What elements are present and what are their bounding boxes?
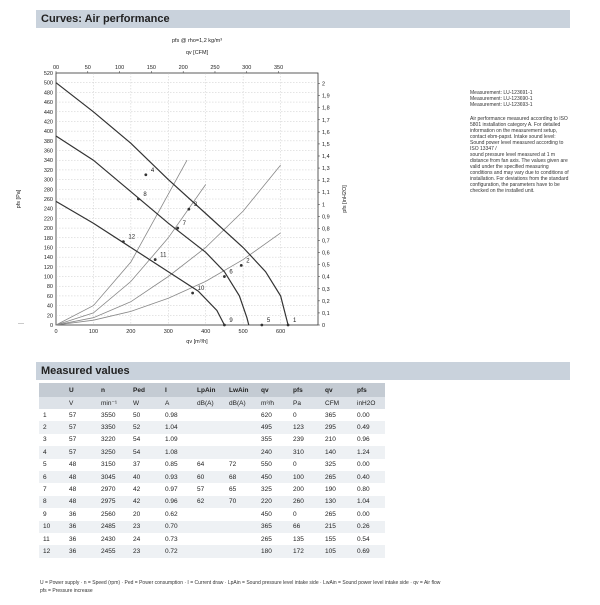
table-cell: 0.40 <box>353 471 385 483</box>
table-cell: 450 <box>257 508 289 520</box>
table-cell: 1.09 <box>161 434 193 446</box>
y-tick-label-right: 1,8 <box>322 105 330 112</box>
operating-point <box>260 324 263 327</box>
table-row <box>39 508 385 520</box>
table-cell: 60 <box>193 471 225 483</box>
description-line: distance from fan axis. The values given are <box>470 158 568 164</box>
table-cell: 180 <box>257 545 289 557</box>
y-tick-label-right: 2 <box>322 81 326 88</box>
y-tick-label-left: 200 <box>43 226 53 233</box>
table-cell <box>193 421 225 433</box>
table-unit-cell: CFM <box>321 397 353 409</box>
legend-line: pfs = Pressure increase <box>40 588 93 594</box>
measured-section-title: Measured values <box>36 362 570 380</box>
table-cell: 0.96 <box>161 496 193 508</box>
table-cell <box>225 508 257 520</box>
table-cell: 3045 <box>97 471 129 483</box>
y-tick-label-right: 1,2 <box>322 178 330 185</box>
table-cell: 23 <box>129 521 161 533</box>
operating-point <box>137 198 140 201</box>
table-cell: 100 <box>289 471 321 483</box>
table-cell: 0.26 <box>353 521 385 533</box>
table-unit-cell: Pa <box>289 397 321 409</box>
table-cell: 42 <box>129 483 161 495</box>
table-cell: 190 <box>321 483 353 495</box>
table-cell <box>225 434 257 446</box>
table-cell: 36 <box>65 533 97 545</box>
table-cell: 57 <box>65 409 97 421</box>
y-tick-label-right: 1,4 <box>322 153 330 160</box>
table-header-row <box>39 383 385 397</box>
y-tick-label-right: 1,6 <box>322 129 330 136</box>
measurement-line: Measurement: LU-123691-1 <box>470 90 533 96</box>
table-cell: 135 <box>289 533 321 545</box>
table-cell: 200 <box>289 483 321 495</box>
y-tick-label-left: 500 <box>43 80 53 87</box>
description-line: Air performance measured according to ISO <box>470 116 568 122</box>
table-cell: 210 <box>321 434 353 446</box>
table-cell: 72 <box>225 459 257 471</box>
table-cell: 310 <box>289 446 321 458</box>
table-cell: 6 <box>39 471 65 483</box>
table-cell: 0.80 <box>353 483 385 495</box>
table-row <box>39 483 385 495</box>
table-cell: 2560 <box>97 508 129 520</box>
table-cell: 105 <box>321 545 353 557</box>
table-cell: 0.70 <box>161 521 193 533</box>
y-tick-label-left: 0 <box>49 323 53 329</box>
operating-point-label: 7 <box>182 221 186 228</box>
description-line: 5801 installation category A. For detailed <box>470 122 561 128</box>
table-units-row <box>39 397 385 409</box>
operating-point-label: 5 <box>266 318 271 324</box>
table-cell: 215 <box>321 521 353 533</box>
table-cell <box>193 521 225 533</box>
table-cell <box>225 545 257 557</box>
table-cell: 0.69 <box>353 545 385 557</box>
table-unit-cell: V <box>65 397 97 409</box>
table-cell: 1.08 <box>161 446 193 458</box>
x-tick-label-bottom: 300 <box>163 329 173 335</box>
y-axis-label-right: pfs [inH2O] <box>342 185 348 213</box>
table-cell: 0.00 <box>353 508 385 520</box>
y-tick-label-right: 1,9 <box>322 93 330 100</box>
table-header-cell: pfs <box>353 383 385 397</box>
x-axis-label-top: qv [CFM] <box>185 50 209 56</box>
y-tick-label-left: 520 <box>43 71 53 77</box>
table-cell <box>193 409 225 421</box>
table-cell: 9 <box>39 508 65 520</box>
table-cell: 325 <box>257 483 289 495</box>
table-cell: 123 <box>289 421 321 433</box>
table-cell: 54 <box>129 434 161 446</box>
y-tick-label-left: 440 <box>43 109 53 116</box>
table-cell: 57 <box>65 446 97 458</box>
y-tick-label-right: 1 <box>322 202 326 209</box>
table-cell: 68 <box>225 471 257 483</box>
x-tick-label-top: 00 <box>52 65 60 71</box>
table-cell: 1.04 <box>161 421 193 433</box>
curves-section-title: Curves: Air performance <box>36 10 570 28</box>
table-cell: 57 <box>65 421 97 433</box>
table-header-cell: LpAin <box>193 383 225 397</box>
table-cell: 0.54 <box>353 533 385 545</box>
y-tick-label-right: 0,1 <box>322 310 330 317</box>
table-cell: 48 <box>65 496 97 508</box>
description-line: checked on the installed unit. <box>470 188 535 194</box>
y-tick-label-left: 360 <box>43 148 53 155</box>
table-cell: 57 <box>65 434 97 446</box>
table-cell: 265 <box>321 508 353 520</box>
system-curve <box>56 160 187 325</box>
table-cell: 295 <box>321 421 353 433</box>
description-line: sound pressure level measured at 1 m <box>470 152 556 158</box>
table-cell: 495 <box>257 421 289 433</box>
y-tick-label-left: 480 <box>43 90 53 97</box>
table-header-cell: I <box>161 383 193 397</box>
table-cell: 40 <box>129 471 161 483</box>
table-cell: 140 <box>321 446 353 458</box>
table-row <box>39 409 385 421</box>
table-cell: 2430 <box>97 533 129 545</box>
table-cell: 62 <box>193 496 225 508</box>
operating-point <box>223 324 226 327</box>
table-cell: 0.00 <box>353 409 385 421</box>
y-tick-label-right: 1,5 <box>322 141 330 148</box>
y-tick-label-left: 120 <box>43 264 53 271</box>
y-tick-label-right: 0,9 <box>322 214 330 221</box>
description-line: Sound power level measured according to ISO 13347 / <box>470 140 564 152</box>
operating-point <box>191 292 194 295</box>
y-tick-label-left: 260 <box>43 197 53 203</box>
table-unit-cell: m³/h <box>257 397 289 409</box>
y-tick-label-right: 1,3 <box>322 166 330 173</box>
x-tick-label-bottom: 200 <box>126 329 136 335</box>
operating-point-label: 4 <box>150 167 155 174</box>
table-cell: 265 <box>321 471 353 483</box>
operating-point <box>144 173 147 176</box>
x-tick-label-bottom: 100 <box>88 329 99 335</box>
operating-point-label: 1 <box>293 318 297 324</box>
x-tick-label-top: 150 <box>146 65 156 71</box>
operating-point <box>287 324 290 327</box>
y-tick-label-left: 80 <box>46 284 53 291</box>
table-cell: 240 <box>257 446 289 458</box>
x-tick-label-top: 50 <box>84 65 91 71</box>
operating-point-label: 11 <box>160 252 167 259</box>
table-cell: 36 <box>65 508 97 520</box>
table-cell: 0.00 <box>353 459 385 471</box>
table-cell: 7 <box>39 483 65 495</box>
table-cell <box>225 421 257 433</box>
table-cell: 325 <box>321 459 353 471</box>
table-cell <box>193 545 225 557</box>
table-cell: 155 <box>321 533 353 545</box>
description-line: valid under the specified measuring <box>470 164 549 170</box>
description-line: information on the measurement setup, <box>470 128 557 134</box>
y-tick-label-left: 400 <box>43 129 53 136</box>
table-cell: 0 <box>289 459 321 471</box>
table-unit-cell: W <box>129 397 161 409</box>
table-cell: 0.98 <box>161 409 193 421</box>
table-cell: 20 <box>129 508 161 520</box>
fan-curve <box>56 83 288 325</box>
operating-point-label: 12 <box>128 234 136 241</box>
measurement-line: Measurement: LU-123690-1 <box>470 96 533 102</box>
x-tick-label-bottom: 600 <box>275 329 286 335</box>
description-line: configuration, the parameters have to be <box>470 182 560 188</box>
operating-point-label: 6 <box>229 269 233 276</box>
table-row <box>39 533 385 545</box>
y-tick-label-right: 0 <box>322 323 326 329</box>
y-tick-label-left: 320 <box>43 167 53 174</box>
operating-point <box>223 275 226 278</box>
table-row <box>39 421 385 433</box>
y-tick-label-left: 460 <box>43 100 53 107</box>
table-cell <box>225 409 257 421</box>
operating-point <box>154 258 157 261</box>
y-tick-label-left: 180 <box>43 235 53 242</box>
table-cell: 220 <box>257 496 289 508</box>
table-cell: 2455 <box>97 545 129 557</box>
operating-point-label: 9 <box>229 318 233 324</box>
table-cell: 50 <box>129 409 161 421</box>
table-cell: 3350 <box>97 421 129 433</box>
x-tick-label-top: 100 <box>114 65 125 71</box>
table-header-cell: LwAin <box>225 383 257 397</box>
fan-curve <box>56 201 224 325</box>
table-cell: 70 <box>225 496 257 508</box>
table-cell: 0 <box>289 409 321 421</box>
decorative-dash: — <box>18 321 24 327</box>
table-header-cell: U <box>65 383 97 397</box>
table-header-cell: qv <box>257 383 289 397</box>
table-cell: 3220 <box>97 434 129 446</box>
table-cell: 3150 <box>97 459 129 471</box>
table-cell <box>225 533 257 545</box>
table-cell: 24 <box>129 533 161 545</box>
table-cell: 130 <box>321 496 353 508</box>
description-line: conditions and may vary due to conditions of <box>470 170 569 176</box>
table-cell: 0.72 <box>161 545 193 557</box>
table-cell: 620 <box>257 409 289 421</box>
table-cell: 4 <box>39 446 65 458</box>
table-row <box>39 446 385 458</box>
table-cell: 365 <box>321 409 353 421</box>
table-row <box>39 471 385 483</box>
description-line: installation. For deviations from the standard <box>470 176 569 182</box>
operating-point <box>187 208 190 211</box>
y-tick-label-left: 20 <box>46 313 53 320</box>
table-cell: 52 <box>129 421 161 433</box>
table-cell: 2975 <box>97 496 129 508</box>
table-header-cell: qv <box>321 383 353 397</box>
y-tick-label-right: 0,7 <box>322 238 330 245</box>
table-unit-cell: inH2O <box>353 397 385 409</box>
table-unit-cell: dB(A) <box>225 397 257 409</box>
x-tick-label-bottom: 400 <box>201 329 211 335</box>
operating-point-label: 8 <box>143 192 147 198</box>
y-tick-label-left: 300 <box>43 177 53 184</box>
table-cell: 37 <box>129 459 161 471</box>
y-tick-label-left: 380 <box>43 138 53 145</box>
table-cell: 0 <box>289 508 321 520</box>
table-cell: 0.49 <box>353 421 385 433</box>
table-cell: 2970 <box>97 483 129 495</box>
table-cell <box>193 508 225 520</box>
x-tick-label-top: 200 <box>178 65 188 71</box>
table-cell: 2 <box>39 421 65 433</box>
table-cell: 5 <box>39 459 65 471</box>
table-cell: 0.73 <box>161 533 193 545</box>
y-tick-label-left: 240 <box>43 206 53 213</box>
operating-point <box>176 227 179 230</box>
y-tick-label-left: 40 <box>46 303 53 310</box>
table-header-cell: pfs <box>289 383 321 397</box>
table-cell: 1.24 <box>353 446 385 458</box>
operating-point-label: 2 <box>246 258 250 265</box>
operating-point <box>122 240 125 243</box>
table-cell: 42 <box>129 496 161 508</box>
y-tick-label-left: 140 <box>43 255 53 262</box>
table-cell: 3250 <box>97 446 129 458</box>
description-line: contact ebm-papst. Intake sound level: <box>470 134 556 140</box>
y-tick-label-left: 220 <box>43 216 53 223</box>
table-body <box>39 409 385 558</box>
table-cell: 54 <box>129 446 161 458</box>
y-tick-label-left: 420 <box>43 119 53 126</box>
x-tick-label-bottom: 0 <box>54 329 58 335</box>
table-cell: 1 <box>39 409 65 421</box>
table-header-cell <box>39 383 65 397</box>
y-tick-label-left: 340 <box>43 158 53 165</box>
y-tick-label-right: 0,4 <box>322 274 330 281</box>
table-unit-cell: min⁻¹ <box>97 397 129 409</box>
table-cell: 8 <box>39 496 65 508</box>
measurement-notes <box>470 90 570 108</box>
table-cell <box>225 521 257 533</box>
y-tick-label-right: 0,8 <box>322 226 330 233</box>
table-cell: 48 <box>65 471 97 483</box>
operating-point <box>240 264 243 267</box>
y-axis-label-left: pfs [Pa] <box>16 189 22 209</box>
y-tick-label-left: 60 <box>46 293 53 300</box>
operating-point-label: 3 <box>193 202 198 209</box>
table-row <box>39 496 385 508</box>
table-cell: 2485 <box>97 521 129 533</box>
measurement-line: Measurement: LU-123693-1 <box>470 102 533 108</box>
table-cell: 365 <box>257 521 289 533</box>
operating-point-label: 10 <box>197 286 205 293</box>
table-row <box>39 545 385 557</box>
table-cell: 265 <box>257 533 289 545</box>
table-cell: 36 <box>65 545 97 557</box>
table-unit-cell: A <box>161 397 193 409</box>
table-cell: 10 <box>39 521 65 533</box>
x-tick-label-top: 250 <box>210 65 220 71</box>
table-row <box>39 521 385 533</box>
table-header-cell: n <box>97 383 129 397</box>
table-cell: 450 <box>257 471 289 483</box>
table-cell: 36 <box>65 521 97 533</box>
table-cell <box>193 446 225 458</box>
y-tick-label-right: 0,3 <box>322 286 330 293</box>
y-tick-label-right: 0,6 <box>322 250 330 257</box>
table-cell: 355 <box>257 434 289 446</box>
table-cell: 64 <box>193 459 225 471</box>
chart-title: pfs @ rho=1,2 kg/m³ <box>171 38 223 44</box>
table-cell: 57 <box>193 483 225 495</box>
table-cell: 0.96 <box>353 434 385 446</box>
table-cell <box>193 434 225 446</box>
table-cell: 23 <box>129 545 161 557</box>
table-cell: 12 <box>39 545 65 557</box>
measurement-description <box>470 116 570 194</box>
measured-values-table <box>39 383 385 558</box>
table-cell: 239 <box>289 434 321 446</box>
y-tick-label-right: 0,2 <box>322 298 330 305</box>
table-cell: 260 <box>289 496 321 508</box>
x-tick-label-bottom: 500 <box>238 329 248 335</box>
table-cell: 3 <box>39 434 65 446</box>
x-axis-label-bottom: qv [m³/h] <box>186 339 208 345</box>
table-cell: 0.93 <box>161 471 193 483</box>
table-unit-cell <box>39 397 65 409</box>
table-cell: 11 <box>39 533 65 545</box>
table-cell <box>193 533 225 545</box>
table-row <box>39 434 385 446</box>
x-tick-label-top: 300 <box>242 65 252 71</box>
table-unit-cell: dB(A) <box>193 397 225 409</box>
table-cell <box>225 446 257 458</box>
table-header-cell: Ped <box>129 383 161 397</box>
table-cell: 66 <box>289 521 321 533</box>
table-cell: 65 <box>225 483 257 495</box>
table-cell: 48 <box>65 459 97 471</box>
table-cell: 3550 <box>97 409 129 421</box>
y-tick-label-left: 100 <box>43 274 53 281</box>
y-tick-label-left: 280 <box>43 187 53 194</box>
table-cell: 0.62 <box>161 508 193 520</box>
table-row <box>39 459 385 471</box>
x-tick-label-top: 350 <box>273 65 284 71</box>
table-cell: 0.97 <box>161 483 193 495</box>
table-cell: 0.85 <box>161 459 193 471</box>
table-cell: 48 <box>65 483 97 495</box>
table-cell: 550 <box>257 459 289 471</box>
legend-line: U = Power supply · n = Speed (rpm) · Ped = Power consumption · I = Current draw · LpAin = Sound pressure level intake side · LwAin = Sound power level intake side · qv = Air flow <box>40 580 441 586</box>
y-tick-label-right: 1,1 <box>322 190 330 197</box>
table-cell: 1.04 <box>353 496 385 508</box>
y-tick-label-left: 160 <box>43 245 53 252</box>
y-tick-label-right: 1,7 <box>322 117 330 124</box>
y-tick-label-right: 0,5 <box>322 262 330 269</box>
table-cell: 172 <box>289 545 321 557</box>
